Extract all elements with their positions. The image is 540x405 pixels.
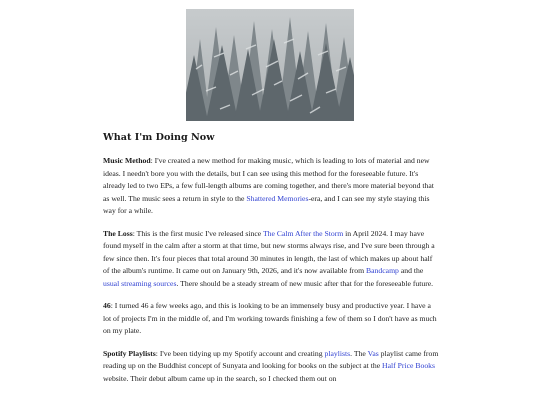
section-music-method: Music Method: I've created a new method for making music, which is leading to lots of material and new ideas. I needn't bore you with the details, but I can see using this method for the foreseeable future. It's already led to two EPs, a few full-length albums are coming together, and there's more material beyond that as well. The music sees a return in style to the Shattered Memories-era, and I can see my style staying this way for a while. — [103, 156, 434, 215]
link-vas[interactable]: Vas — [367, 348, 379, 358]
section-age: 46: I turned 46 a few weeks ago, and this is looking to be an immensely busy and productive year. I have a lot of projects I'm in the middle of, and I'm working towards finishing a few of them so I don't have as much on my plate. — [103, 301, 437, 335]
link-playlists[interactable]: playlists — [324, 348, 351, 358]
section-label: 46 — [103, 301, 111, 310]
hero-image-snowy-forest — [186, 9, 354, 121]
link-streaming-sources[interactable]: usual streaming sources — [103, 278, 177, 288]
link-shattered-memories[interactable]: Shattered Memories — [246, 193, 309, 203]
section-spotify-playlists: Spotify Playlists: I've been tidying up my Spotify account and creating playlists. The Vas playlist came from reading up on the Buddhist concept of Sunyata and looking for books on the subject at the Half Price Books website. Their debut album came up in the search, so I checked them out on — [103, 348, 439, 383]
section-label: Music Method — [103, 156, 151, 165]
section-label: The Loss — [103, 228, 133, 238]
link-bandcamp[interactable]: Bandcamp — [366, 266, 399, 275]
link-calm-after-the-storm[interactable]: The Calm After the Storm — [262, 228, 344, 238]
section-label: Spotify Playlists — [103, 348, 156, 358]
link-half-price-books[interactable]: Half Price Books — [382, 361, 435, 370]
page-title: What I'm Doing Now — [103, 132, 215, 143]
section-the-loss: The Loss: This is the first music I've released since The Calm After the Storm in April 2024. I may have found myself in the calm after a storm at that time, but new storms always rise, and I've sure been through a few since then. It's four pieces that total around 30 minutes in length, the last of which makes up about half of the album's runtime. It came out on January 9th, 2026, and it's now available from Bandcamp and the usual streaming sources. There should be a steady stream of new music after that for the foreseeable future. — [103, 228, 435, 288]
main-content — [103, 128, 439, 395]
